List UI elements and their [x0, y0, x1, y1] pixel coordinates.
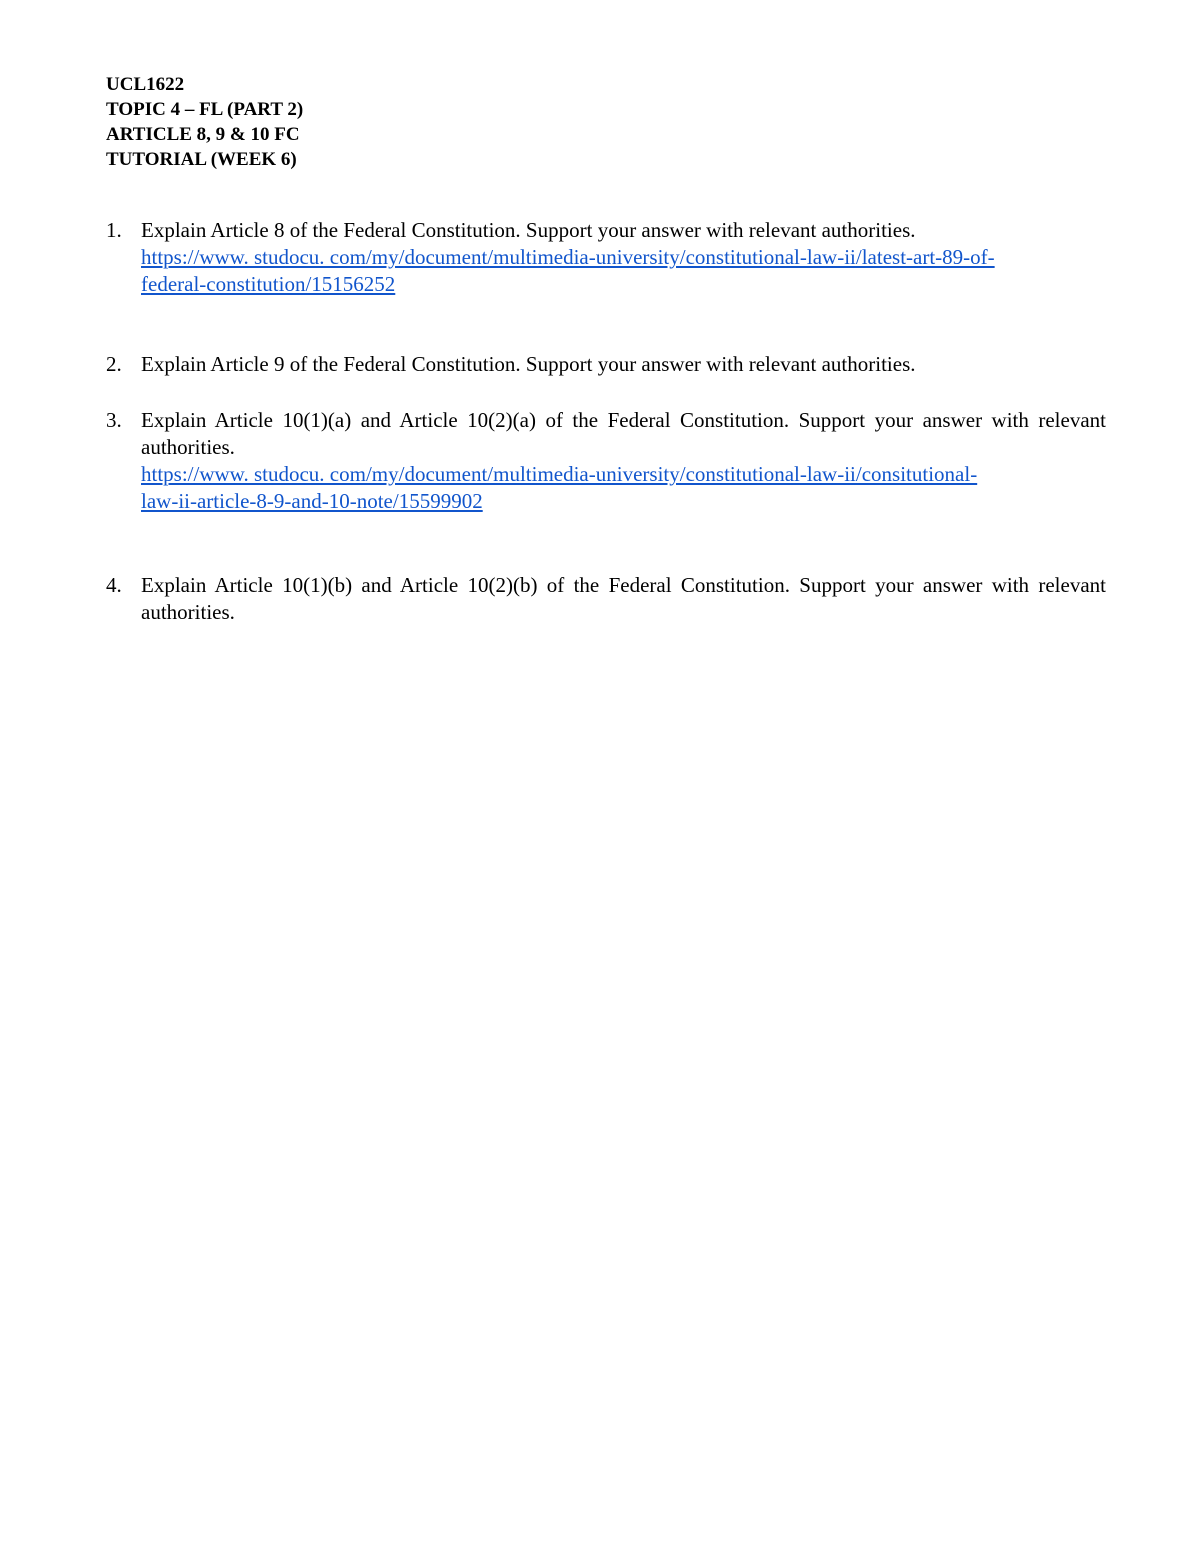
question-text: Explain Article 10(1)(a) and Article 10(2)(a) of the Federal Constitution. Support your answer with relevant authorities. [141, 408, 1106, 459]
question-text: Explain Article 10(1)(b) and Article 10(2)(b) of the Federal Constitution. Support your answer with relevant authorities. [141, 573, 1106, 624]
list-number: 3. [106, 408, 122, 432]
tutorial-week: TUTORIAL (WEEK 6) [106, 149, 297, 170]
question-text: Explain Article 9 of the Federal Constitution. Support your answer with relevant authorities. [141, 352, 916, 376]
document-header [106, 72, 303, 172]
topic-title: TOPIC 4 – FL (PART 2) [106, 99, 304, 120]
list-item [106, 407, 1106, 515]
list-item [106, 217, 1106, 298]
reference-link-line: https://www. studocu. com/my/document/multimedia-university/constitutional-law-ii/consitutional- [141, 462, 978, 486]
list-item [106, 572, 1106, 626]
reference-link-line: law-ii-article-8-9-and-10-note/15599902 [141, 489, 483, 513]
question-text: Explain Article 8 of the Federal Constitution. Support your answer with relevant authorities. [141, 218, 916, 242]
list-number: 4. [106, 573, 122, 597]
articles-title: ARTICLE 8, 9 & 10 FC [106, 124, 300, 145]
list-item [106, 351, 1106, 378]
list-number: 2. [106, 352, 122, 376]
reference-link-line: federal-constitution/15156252 [141, 272, 396, 296]
reference-link[interactable] [141, 244, 1106, 298]
reference-link[interactable] [141, 461, 1106, 515]
course-code: UCL1622 [106, 74, 185, 95]
reference-link-line: https://www. studocu. com/my/document/multimedia-university/constitutional-law-ii/latest-art-89-of- [141, 245, 995, 269]
list-number: 1. [106, 218, 122, 242]
